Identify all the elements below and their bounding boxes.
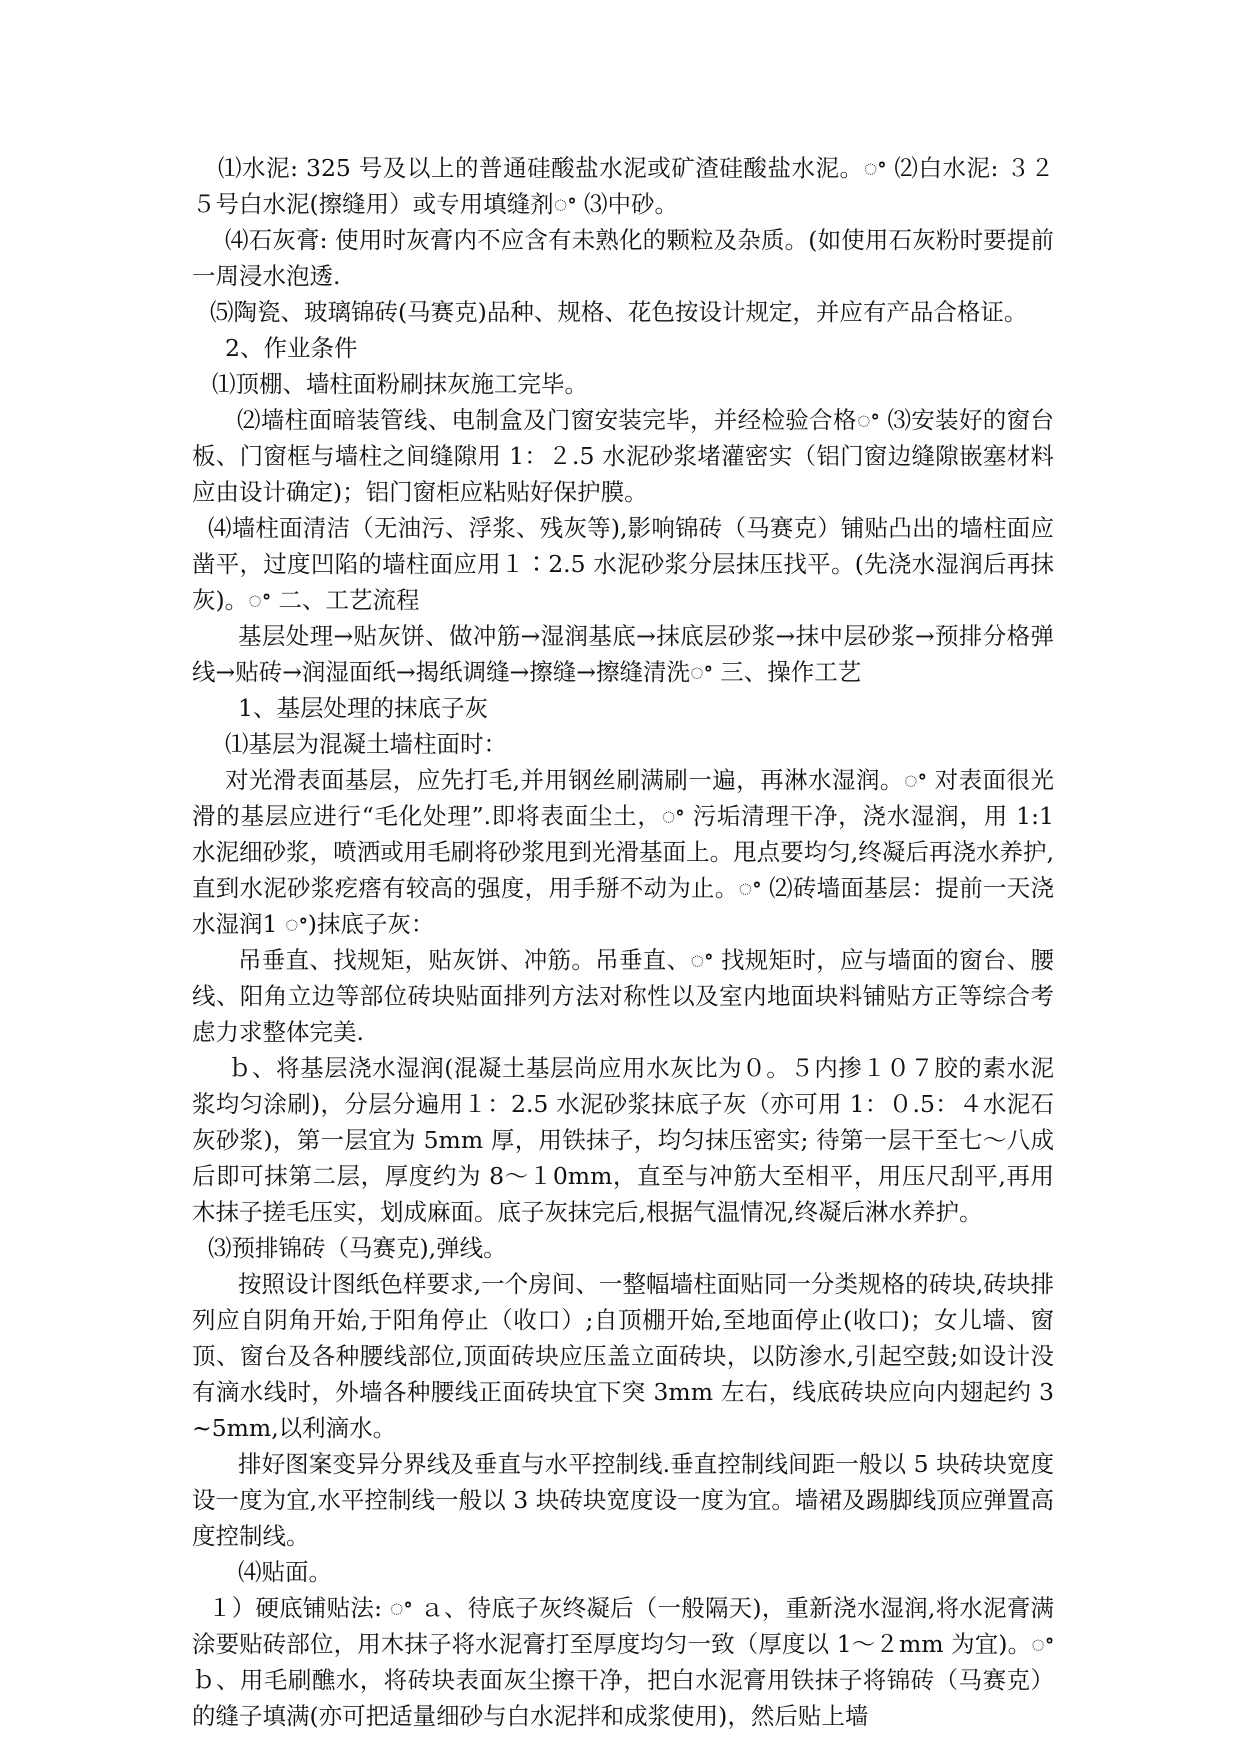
- paragraph-wetting-base: ｂ、将基层浇水湿润(混凝土基层尚应用水灰比为０。５内掺１０７胶的素水泥浆均匀涂刷)，分层分遍用１：2.5 水泥砂浆抹底子灰（亦可用 1：０.5：４水泥石灰砂浆)，第一层宜为 5mm 厚，用铁抹子，均匀抹压密实; 待第一层干至七～八成后即可抹第二层，厚度约为 8～１0mm，直至与冲筋大至相平，用压尺刮平,再用木抹子搓毛压实，划成麻面。底子灰抹完后,根据气温情况,终凝后淋水养护。: [192, 1054, 1054, 1226]
- paragraph-conditions-ceiling: ⑴顶棚、墙柱面粉刷抹灰施工完毕。: [212, 370, 588, 398]
- paragraph-plumb-leveling: 吊垂直、找规矩，贴灰饼、冲筋。吊垂直、ꢀ 找规矩时，应与墙面的窗台、腰线、阳角立边等部位砖块贴面排列方法对称性以及室内地面块料铺贴方正等综合考虑力求整体完美.: [192, 946, 1054, 1046]
- paragraph-pre-layout: ⑶预排锦砖（马赛克),弹线。: [208, 1234, 507, 1262]
- paragraph-conditions-piping: ⑵墙柱面暗装管线、电制盒及门窗安装完毕，并经检验合格ꢀ ⑶安装好的窗台板、门窗框与墙柱之间缝隙用 1：２.5 水泥砂浆堵灌密实（铝门窗边缝隙嵌塞材料应由设计确定)；铝门窗柜应粘贴好保护膜。: [192, 406, 1054, 506]
- paragraph-smooth-surface: 对光滑表面基层，应先打毛,并用钢丝刷满刷一遍，再淋水湿润。ꢀ 对表面很光滑的基层应进行“毛化处理”.即将表面尘土，ꢀ 污垢清理干净，浇水湿润，用 1:1 水泥细砂浆，喷洒或用毛刷将砂浆甩到光滑基面上。甩点要均匀,终凝后再浇水养护,直到水泥砂浆疙瘩有较高的强度，用手掰不动为止。ꢀ ⑵砖墙面基层：提前一天浇水湿润1 ꢀ)抹底子灰：: [192, 766, 1054, 938]
- paragraph-materials-lime-paste: ⑷石灰膏: 使用时灰膏内不应含有未熟化的颗粒及杂质。(如使用石灰粉时要提前一周浸水泡透.: [192, 226, 1054, 290]
- paragraph-process-flow: 基层处理→贴灰饼、做冲筋→湿润基底→抹底层砂浆→抹中层砂浆→预排分格弹线→贴砖→润湿面纸→揭纸调缝→擦缝→擦缝清洗ꢀ 三、操作工艺: [192, 622, 1054, 686]
- section-heading-work-conditions: 2、作业条件: [225, 334, 358, 362]
- paragraph-control-lines: 排好图案变异分界线及垂直与水平控制线.垂直控制线间距一般以 5 块砖块宽度设一度为宜,水平控制线一般以 3 块砖块宽度设一度为宜。墙裙及踢脚线顶应弹置高度控制线。: [192, 1450, 1054, 1550]
- paragraph-conditions-cleaning: ⑷墙柱面清洁（无油污、浮浆、残灰等),影响锦砖（马赛克）铺贴凸出的墙柱面应凿平，过度凹陷的墙柱面应用１∶2.5 水泥砂浆分层抹压找平。(先浇水湿润后再抹灰)。ꢀ 二、工艺流程: [192, 514, 1054, 614]
- document-body: [192, 150, 1054, 1734]
- section-heading-base-treatment: 1、基层处理的抹底子灰: [238, 694, 488, 722]
- paragraph-materials-cement: ⑴水泥: 325 号及以上的普通硅酸盐水泥或矿渣硅酸盐水泥。ꢀ ⑵白水泥: ３２５号白水泥(擦缝用）或专用填缝剂ꢀ ⑶中砂。: [192, 154, 1054, 218]
- paragraph-hard-base-method: １）硬底铺贴法: ꢀ ａ、待底子灰终凝后（一般隔天)，重新浇水湿润,将水泥膏满涂要贴砖部位，用木抹子将水泥膏打至厚度均匀一致（厚度以 1～２mm 为宜)。ꢀ ｂ、用毛刷醮水，将砖块表面灰尘擦干净，把白水泥膏用铁抹子将锦砖（马赛克）的缝子填满(亦可把适量细砂与白水泥拌和成浆使用)，然后贴上墙: [192, 1594, 1054, 1730]
- paragraph-materials-mosaic: ⑸陶瓷、玻璃锦砖(马赛克)品种、规格、花色按设计规定，并应有产品合格证。: [210, 298, 1028, 326]
- paragraph-layout-rules: 按照设计图纸色样要求,一个房间、一整幅墙柱面贴同一分类规格的砖块,砖块排列应自阴角开始,于阳角停止（收口）;自顶棚开始,至地面停止(收口)；女儿墙、窗顶、窗台及各种腰线部位,顶面砖块应压盖立面砖块，以防渗水,引起空鼓;如设计没有滴水线时，外墙各种腰线正面砖块宜下突 3mm 左右，线底砖块应向内翅起约 3~5mm,以利滴水。: [192, 1270, 1054, 1442]
- paragraph-concrete-base: ⑴基层为混凝土墙柱面时：: [225, 730, 507, 758]
- section-heading-facing: ⑷贴面。: [238, 1558, 332, 1586]
